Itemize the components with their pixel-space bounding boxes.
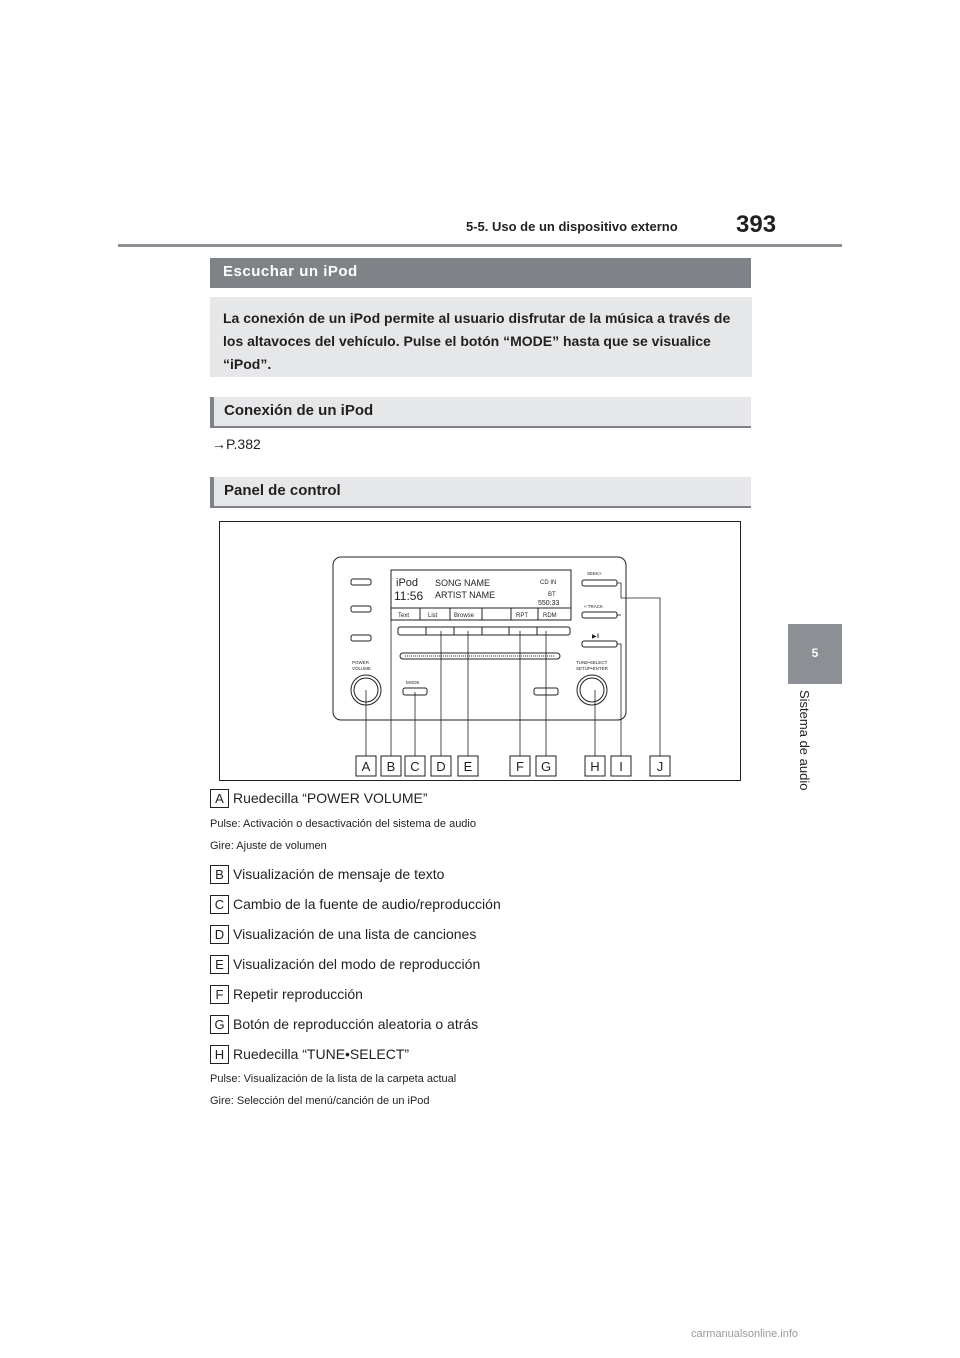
callout-label-j: J [656, 759, 664, 774]
track-button [582, 612, 617, 618]
page-number: 393 [736, 211, 777, 238]
display-badge-cd: CD IN [540, 580, 557, 586]
power-label: POWER [352, 660, 370, 665]
svg-text:▶‖: ▶‖ [592, 634, 600, 640]
chapter-title-vertical [797, 690, 822, 810]
audio-unit-illustration [220, 522, 740, 780]
legend-text: Botón de reproducción aleatoria o atrás [233, 1016, 479, 1032]
chapter-tab: 5 [788, 624, 842, 684]
main-heading: Escuchar un iPod [210, 258, 751, 288]
display-source: iPod [396, 577, 419, 589]
chapter-title: Sistema de audio [797, 690, 812, 791]
softkey-list: List [428, 613, 438, 619]
softkey-browse: Browse [454, 613, 475, 619]
intro-box: La conexión de un iPod permite al usuario disfrutar de la música a través de los altavoces del vehículo. Pulse el botón “MODE” hasta que se visualice “iPod”. [210, 297, 752, 377]
track-label: < TRACK [584, 604, 604, 609]
legend-note: Pulse: Visualización de la lista de la carpeta actual [210, 1073, 457, 1085]
callout-label-c: C [410, 759, 420, 774]
play-pause-button [582, 641, 617, 647]
callout-label-e: E [463, 759, 473, 774]
callout-label-f: F [516, 759, 524, 774]
legend-note: Gire: Ajuste de volumen [210, 840, 327, 852]
legend-note: Gire: Selección del menú/canción de un iPod [210, 1095, 430, 1107]
setup-enter-label: SETUP•ENTER [576, 666, 608, 671]
callout-label-i: I [619, 759, 623, 774]
legend-note: Pulse: Activación o desactivación del sistema de audio [210, 818, 476, 830]
seek-button [582, 580, 617, 586]
legend-letter: H [210, 1045, 229, 1064]
mode-label: MODE [406, 680, 420, 685]
connection-heading: Conexión de un iPod [210, 397, 751, 428]
tune-select-knob [577, 675, 607, 705]
footer-watermark: carmanualsonline.info [691, 1328, 799, 1340]
display-clock: 11:56 [394, 589, 424, 603]
callout-label-d: D [436, 759, 446, 774]
panel-heading: Panel de control [210, 477, 751, 508]
softkey-rpt: RPT [516, 613, 528, 619]
phone-button [351, 579, 371, 585]
legend-letter: E [210, 955, 229, 974]
hangup-button [351, 606, 371, 612]
softkey-text: Text [398, 613, 410, 619]
legend-letter: D [210, 925, 229, 944]
display-time: 550:33 [538, 600, 560, 607]
display-badge-bt: BT [548, 592, 556, 598]
legend-text: Visualización de mensaje de texto [233, 866, 445, 882]
callout-label-g: G [540, 759, 552, 774]
legend-text: Visualización del modo de reproducción [233, 956, 481, 972]
callout-label-h: H [590, 759, 600, 774]
legend-text: Ruedecilla “POWER VOLUME” [233, 790, 428, 806]
legend-letter: F [210, 985, 229, 1004]
tune-select-label: TUNE•SELECT [576, 660, 608, 665]
legend-text: Repetir reproducción [233, 986, 363, 1002]
callout-label-b: B [386, 759, 396, 774]
control-panel-figure [219, 521, 741, 781]
seek-label: SEEK> [587, 571, 602, 576]
legend-letter: A [210, 789, 229, 808]
soft-key-strip [398, 627, 570, 635]
callout-label-a: A [361, 759, 371, 774]
legend-letter: B [210, 865, 229, 884]
eject-button [351, 635, 371, 641]
legend-letter: C [210, 895, 229, 914]
display-artist: ARTIST NAME [435, 590, 496, 600]
section-title: 5-5. Uso de un dispositivo externo [466, 219, 678, 234]
legend-text: Ruedecilla “TUNE•SELECT” [233, 1046, 410, 1062]
volume-label: VOLUME [352, 666, 372, 671]
header-rule [118, 244, 842, 247]
display-song: SONG NAME [435, 578, 491, 588]
legend-text: Cambio de la fuente de audio/reproducción [233, 896, 501, 912]
legend-text: Visualización de una lista de canciones [233, 926, 477, 942]
legend-letter: G [210, 1015, 229, 1034]
softkey-rdm: RDM [543, 613, 557, 619]
page-reference: →P.382 [212, 436, 261, 452]
